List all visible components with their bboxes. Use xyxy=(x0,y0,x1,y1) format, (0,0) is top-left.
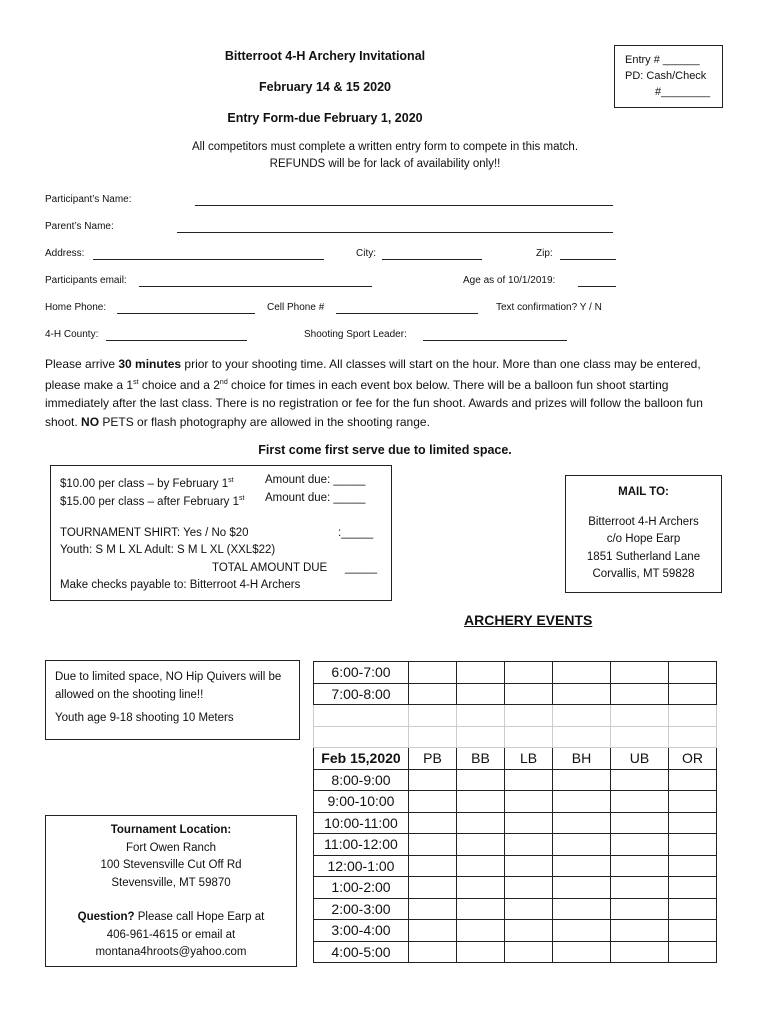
parent-name-label: Parent’s Name: xyxy=(45,221,114,232)
leader-label: Shooting Sport Leader: xyxy=(304,329,407,340)
shirt-amount[interactable]: :_____ xyxy=(338,526,374,539)
mail-line-4: Corvallis, MT 59828 xyxy=(592,568,695,580)
location-line-1: Fort Owen Ranch xyxy=(125,841,217,854)
schedule-checkbox-cell[interactable] xyxy=(409,834,457,856)
notice-box xyxy=(45,660,300,740)
schedule-checkbox-cell xyxy=(457,705,505,727)
check-number: #________ xyxy=(655,86,711,98)
county-label: 4-H County: xyxy=(45,329,99,340)
total-label: TOTAL AMOUNT DUE xyxy=(212,561,328,574)
schedule-checkbox-cell[interactable] xyxy=(611,941,669,963)
city-label: City: xyxy=(356,248,376,259)
schedule-checkbox-cell[interactable] xyxy=(457,791,505,813)
schedule-header-row xyxy=(314,748,717,770)
schedule-checkbox-cell[interactable] xyxy=(457,920,505,942)
schedule-checkbox-cell[interactable] xyxy=(611,812,669,834)
schedule-checkbox-cell[interactable] xyxy=(553,941,611,963)
requirement-note: All competitors must complete a written entry form to compete in this match. xyxy=(191,141,579,153)
schedule-checkbox-cell[interactable] xyxy=(505,683,553,705)
youth-distance-note: Youth age 9-18 shooting 10 Meters xyxy=(55,712,234,724)
schedule-checkbox-cell[interactable] xyxy=(553,920,611,942)
shirt-sizes[interactable]: Youth: S M L XL Adult: S M L XL (XXL$22) xyxy=(60,544,276,556)
question-label: Question? xyxy=(77,911,135,923)
schedule-checkbox-cell[interactable] xyxy=(669,877,717,899)
schedule-checkbox-cell xyxy=(505,705,553,727)
schedule-checkbox-cell[interactable] xyxy=(611,877,669,899)
schedule-checkbox-cell[interactable] xyxy=(553,769,611,791)
participant-name-field[interactable] xyxy=(195,195,613,206)
schedule-checkbox-cell xyxy=(409,726,457,748)
schedule-row xyxy=(314,855,717,877)
time-slot-label: 4:00-5:00 xyxy=(314,941,409,963)
schedule-checkbox-cell[interactable] xyxy=(669,855,717,877)
form-title: Bitterroot 4-H Archery Invitational xyxy=(224,49,426,63)
instr-text-2: prior to your shooting time. All classes will start on the hour. More than one class may be entered, please make a 1 xyxy=(45,357,701,392)
time-slot-label: 2:00-3:00 xyxy=(314,898,409,920)
address-label: Address: xyxy=(45,248,85,259)
schedule-row xyxy=(314,683,717,705)
entry-number: Entry # ______ xyxy=(625,54,700,66)
schedule-checkbox-cell[interactable] xyxy=(409,812,457,834)
home-phone-label: Home Phone: xyxy=(45,302,107,313)
instr-text-5: PETS or flash photography are allowed in the shooting range. xyxy=(99,414,430,429)
schedule-checkbox-cell[interactable] xyxy=(505,898,553,920)
home-phone-field[interactable] xyxy=(117,303,255,314)
column-header-ub: UB xyxy=(611,748,669,770)
schedule-spacer-row xyxy=(314,726,717,748)
time-slot-label: 12:00-1:00 xyxy=(314,855,409,877)
column-header-pb: PB xyxy=(409,748,457,770)
schedule-checkbox-cell[interactable] xyxy=(611,834,669,856)
schedule-checkbox-cell[interactable] xyxy=(409,791,457,813)
schedule-checkbox-cell[interactable] xyxy=(505,877,553,899)
schedule-checkbox-cell[interactable] xyxy=(505,941,553,963)
schedule-checkbox-cell xyxy=(669,705,717,727)
schedule-checkbox-cell[interactable] xyxy=(611,791,669,813)
mail-title: MAIL TO: xyxy=(618,486,669,498)
schedule-checkbox-cell[interactable] xyxy=(611,855,669,877)
schedule-checkbox-cell[interactable] xyxy=(669,769,717,791)
schedule-checkbox-cell[interactable] xyxy=(505,662,553,684)
schedule-checkbox-cell[interactable] xyxy=(669,812,717,834)
schedule-checkbox-cell[interactable] xyxy=(409,877,457,899)
schedule-checkbox-cell[interactable] xyxy=(505,769,553,791)
total-amount[interactable]: _____ xyxy=(345,561,377,574)
schedule-checkbox-cell xyxy=(457,726,505,748)
schedule-checkbox-cell[interactable] xyxy=(553,812,611,834)
schedule-checkbox-cell[interactable] xyxy=(611,920,669,942)
instr-text-3: choice and a 2 xyxy=(138,377,220,392)
instructions-paragraph xyxy=(45,355,725,431)
time-slot-label: 6:00-7:00 xyxy=(314,662,409,684)
instr-sup-1: st xyxy=(133,378,139,386)
schedule-checkbox-cell[interactable] xyxy=(457,769,505,791)
fee-early-amount[interactable]: Amount due: _____ xyxy=(265,474,366,486)
schedule-checkbox-cell xyxy=(505,726,553,748)
schedule-checkbox-cell[interactable] xyxy=(457,941,505,963)
schedule-row xyxy=(314,834,717,856)
schedule-checkbox-cell[interactable] xyxy=(669,920,717,942)
payment-method: PD: Cash/Check xyxy=(625,70,707,82)
shirt-option[interactable]: TOURNAMENT SHIRT: Yes / No $20 xyxy=(60,526,249,539)
schedule-checkbox-cell[interactable] xyxy=(457,855,505,877)
email-field[interactable] xyxy=(139,276,372,287)
instr-bold-1: 30 minutes xyxy=(118,357,182,371)
schedule-checkbox-cell[interactable] xyxy=(409,941,457,963)
schedule-checkbox-cell[interactable] xyxy=(505,834,553,856)
column-header-bh: BH xyxy=(553,748,611,770)
schedule-checkbox-cell[interactable] xyxy=(669,683,717,705)
schedule-checkbox-cell xyxy=(611,705,669,727)
schedule-checkbox-cell[interactable] xyxy=(457,898,505,920)
location-line-2: 100 Stevensville Cut Off Rd xyxy=(100,859,242,871)
time-slot-label: 11:00-12:00 xyxy=(314,834,409,856)
instr-text-4: choice for times in each event box below. There will be a balloon fun shoot starting immediately after the last class. There is no registration or fee for the fun shoot. Awards and prizes will follow the balloon fun shoot. xyxy=(45,377,703,429)
fees-box xyxy=(50,465,392,601)
schedule-checkbox-cell[interactable] xyxy=(409,662,457,684)
age-label: Age as of 10/1/2019: xyxy=(463,275,556,286)
mail-line-2: c/o Hope Earp xyxy=(606,533,681,545)
schedule-checkbox-cell[interactable] xyxy=(553,877,611,899)
instr-text-1: Please arrive xyxy=(45,357,119,371)
schedule-checkbox-cell[interactable] xyxy=(409,855,457,877)
location-title: Tournament Location: xyxy=(110,824,232,836)
schedule-checkbox-cell[interactable] xyxy=(457,834,505,856)
schedule-table xyxy=(313,661,717,963)
question-line-1: Please call Hope Earp at xyxy=(134,911,265,923)
schedule-checkbox-cell[interactable] xyxy=(553,898,611,920)
schedule-checkbox-cell[interactable] xyxy=(553,855,611,877)
schedule-checkbox-cell[interactable] xyxy=(457,877,505,899)
event-dates: February 14 & 15 2020 xyxy=(258,80,392,94)
time-slot-label: 10:00-11:00 xyxy=(314,812,409,834)
schedule-checkbox-cell[interactable] xyxy=(457,683,505,705)
fee-early-sup: st xyxy=(228,477,234,484)
schedule-checkbox-cell[interactable] xyxy=(553,834,611,856)
fee-early: $10.00 per class – by February 1 xyxy=(60,477,229,490)
schedule-checkbox-cell[interactable] xyxy=(553,662,611,684)
due-date: Entry Form-due February 1, 2020 xyxy=(227,111,423,125)
schedule-checkbox-cell[interactable] xyxy=(611,898,669,920)
time-slot-label: 9:00-10:00 xyxy=(314,791,409,813)
events-title: ARCHERY EVENTS xyxy=(464,612,593,628)
schedule-row xyxy=(314,877,717,899)
schedule-row xyxy=(314,941,717,963)
schedule-checkbox-cell[interactable] xyxy=(553,683,611,705)
schedule-checkbox-cell[interactable] xyxy=(505,920,553,942)
time-slot-label: 8:00-9:00 xyxy=(314,769,409,791)
schedule-checkbox-cell[interactable] xyxy=(409,769,457,791)
schedule-checkbox-cell[interactable] xyxy=(669,898,717,920)
column-header-or: OR xyxy=(669,748,717,770)
schedule-checkbox-cell xyxy=(553,726,611,748)
column-header-bb: BB xyxy=(457,748,505,770)
instr-bold-2: NO xyxy=(81,414,100,429)
schedule-checkbox-cell[interactable] xyxy=(669,834,717,856)
text-confirmation[interactable]: Text confirmation? Y / N xyxy=(496,302,602,313)
payable-note: Make checks payable to: Bitterroot 4-H Archers xyxy=(60,579,301,591)
zip-label: Zip: xyxy=(536,248,553,259)
schedule-row xyxy=(314,920,717,942)
schedule-checkbox-cell[interactable] xyxy=(409,898,457,920)
email-label: Participants email: xyxy=(45,275,127,286)
cell-phone-label: Cell Phone # xyxy=(267,302,325,313)
county-field[interactable] xyxy=(106,330,247,341)
time-slot-label: 1:00-2:00 xyxy=(314,877,409,899)
location-line-3: Stevensville, MT 59870 xyxy=(111,876,231,889)
schedule-checkbox-cell[interactable] xyxy=(409,920,457,942)
day-label: Feb 15,2020 xyxy=(314,748,409,770)
address-field[interactable] xyxy=(93,249,324,260)
mail-line-1: Bitterroot 4-H Archers xyxy=(588,515,699,528)
refund-note: REFUNDS will be for lack of availability only!! xyxy=(269,158,501,170)
schedule-checkbox-cell[interactable] xyxy=(505,812,553,834)
schedule-checkbox-cell[interactable] xyxy=(611,769,669,791)
schedule-checkbox-cell[interactable] xyxy=(457,662,505,684)
schedule-checkbox-cell[interactable] xyxy=(409,683,457,705)
office-use-box xyxy=(614,45,723,108)
first-come-note: First come first serve due to limited space. xyxy=(258,443,512,457)
participant-name-label: Participant’s Name: xyxy=(45,194,132,205)
schedule-row xyxy=(314,898,717,920)
time-slot-label xyxy=(314,705,409,727)
schedule-checkbox-cell xyxy=(409,705,457,727)
schedule-row xyxy=(314,791,717,813)
zip-field[interactable] xyxy=(560,249,616,260)
instr-sup-2: nd xyxy=(219,378,228,386)
city-field[interactable] xyxy=(382,249,482,260)
time-slot-label xyxy=(314,726,409,748)
time-slot-label: 7:00-8:00 xyxy=(314,683,409,705)
fee-late: $15.00 per class – after February 1 xyxy=(60,495,239,508)
parent-name-field[interactable] xyxy=(177,222,613,233)
schedule-checkbox-cell xyxy=(553,705,611,727)
column-header-lb: LB xyxy=(505,748,553,770)
schedule-checkbox-cell[interactable] xyxy=(505,855,553,877)
schedule-checkbox-cell[interactable] xyxy=(669,941,717,963)
schedule-checkbox-cell[interactable] xyxy=(611,662,669,684)
schedule-checkbox-cell[interactable] xyxy=(611,683,669,705)
schedule-checkbox-cell[interactable] xyxy=(553,791,611,813)
schedule-row xyxy=(314,662,717,684)
fee-late-sup: st xyxy=(239,494,245,502)
schedule-checkbox-cell[interactable] xyxy=(457,812,505,834)
age-field[interactable] xyxy=(578,276,616,287)
contact-email[interactable]: montana4hroots@yahoo.com xyxy=(95,946,247,958)
hip-quiver-notice: Due to limited space, NO Hip Quivers will be allowed on the shooting line!! xyxy=(55,671,282,701)
leader-field[interactable] xyxy=(423,330,567,341)
schedule-checkbox-cell[interactable] xyxy=(669,662,717,684)
schedule-row xyxy=(314,812,717,834)
schedule-row xyxy=(314,769,717,791)
mail-to-box xyxy=(565,475,722,593)
schedule-checkbox-cell xyxy=(611,726,669,748)
fee-late-amount[interactable]: Amount due: _____ xyxy=(265,491,366,504)
mail-line-3: 1851 Sutherland Lane xyxy=(586,550,701,563)
time-slot-label: 3:00-4:00 xyxy=(314,920,409,942)
location-box xyxy=(45,815,297,967)
schedule-checkbox-cell[interactable] xyxy=(669,791,717,813)
schedule-spacer-row xyxy=(314,705,717,727)
question-line-2: 406-961-4615 or email at xyxy=(106,928,236,941)
schedule-checkbox-cell[interactable] xyxy=(505,791,553,813)
cell-phone-field[interactable] xyxy=(336,303,478,314)
schedule-checkbox-cell xyxy=(669,726,717,748)
